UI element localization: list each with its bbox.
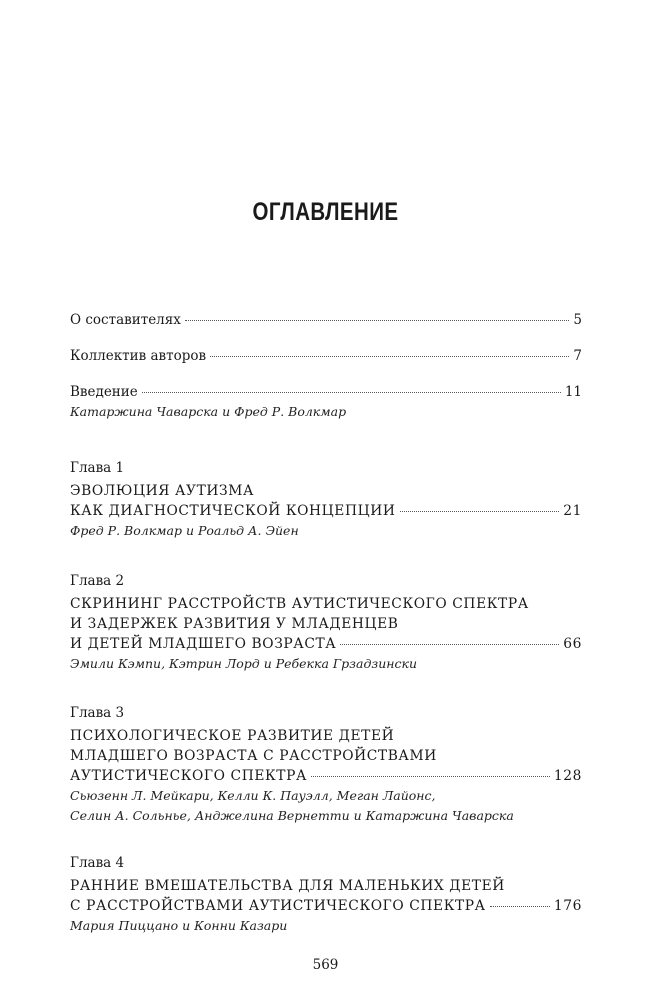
toc-chapter-2[interactable] <box>70 571 582 674</box>
toc-entry-title: Введение <box>70 384 138 400</box>
leader-dots <box>400 511 560 512</box>
chapter-authors: Сьюзенн Л. Мейкари, Келли К. Пауэлл, Меган Лайонс, <box>70 788 436 803</box>
toc-chapter-4[interactable] <box>70 853 582 936</box>
chapter-page: 66 <box>563 636 582 652</box>
chapter-label: Глава 4 <box>70 855 125 871</box>
chapter-authors: Фред Р. Волкмар и Роальд А. Эйен <box>70 523 299 538</box>
toc-chapter-3[interactable] <box>70 703 582 826</box>
page-number: 569 <box>312 957 339 973</box>
toc-entry-authors: Катаржина Чаварска и Фред Р. Волкмар <box>70 404 347 419</box>
toc-entry-page: 7 <box>573 348 582 364</box>
toc-chapter-1[interactable] <box>70 458 582 541</box>
chapter-title-line: ПСИХОЛОГИЧЕСКОЕ РАЗВИТИЕ ДЕТЕЙ <box>70 728 395 744</box>
chapter-title-line: МЛАДШЕГО ВОЗРАСТА С РАССТРОЙСТВАМИ <box>70 748 437 764</box>
chapter-authors: Эмили Кэмпи, Кэтрин Лорд и Ребекка Грзадзински <box>70 656 417 671</box>
chapter-title-line: ЭВОЛЮЦИЯ АУТИЗМА <box>70 483 255 499</box>
chapter-title-line: С РАССТРОЙСТВАМИ АУТИСТИЧЕСКОГО СПЕКТРА <box>70 898 486 914</box>
chapter-title-line: СКРИНИНГ РАССТРОЙСТВ АУТИСТИЧЕСКОГО СПЕКТРА <box>70 596 529 612</box>
chapter-label: Глава 3 <box>70 705 125 721</box>
toc-entry-page: 11 <box>564 384 582 400</box>
chapter-page: 176 <box>553 898 582 914</box>
chapter-title-line: И ДЕТЕЙ МЛАДШЕГО ВОЗРАСТА <box>70 636 337 652</box>
toc-entry-introduction[interactable] <box>70 382 582 422</box>
page-title: ОГЛАВЛЕНИЕ <box>252 198 399 226</box>
leader-dots <box>142 392 561 393</box>
chapter-title-line: И ЗАДЕРЖЕК РАЗВИТИЯ У МЛАДЕНЦЕВ <box>70 616 399 632</box>
chapter-title-line: АУТИСТИЧЕСКОГО СПЕКТРА <box>70 768 308 784</box>
chapter-authors: Мария Пиццано и Конни Казари <box>70 918 288 933</box>
chapter-title-line: РАННИЕ ВМЕШАТЕЛЬСТВА ДЛЯ МАЛЕНЬКИХ ДЕТЕЙ <box>70 878 505 894</box>
toc-entry-page: 5 <box>573 312 582 328</box>
leader-dots <box>311 776 550 777</box>
leader-dots <box>340 644 559 645</box>
toc-entry-title: Коллектив авторов <box>70 348 207 364</box>
chapter-page: 21 <box>563 503 582 519</box>
chapter-label: Глава 1 <box>70 460 125 476</box>
toc-entry-compilers[interactable] <box>70 310 582 330</box>
chapter-page: 128 <box>553 768 582 784</box>
table-of-contents <box>70 0 582 1000</box>
toc-entry-authors-collective[interactable] <box>70 346 582 366</box>
chapter-label: Глава 2 <box>70 573 125 589</box>
leader-dots <box>490 906 550 907</box>
leader-dots <box>185 320 570 321</box>
chapter-title-line: КАК ДИАГНОСТИЧЕСКОЙ КОНЦЕПЦИИ <box>70 503 396 519</box>
toc-entry-title: О составителях <box>70 312 181 328</box>
chapter-authors: Селин А. Сольнье, Анджелина Вернетти и Катаржина Чаварска <box>70 808 514 823</box>
leader-dots <box>210 356 569 357</box>
